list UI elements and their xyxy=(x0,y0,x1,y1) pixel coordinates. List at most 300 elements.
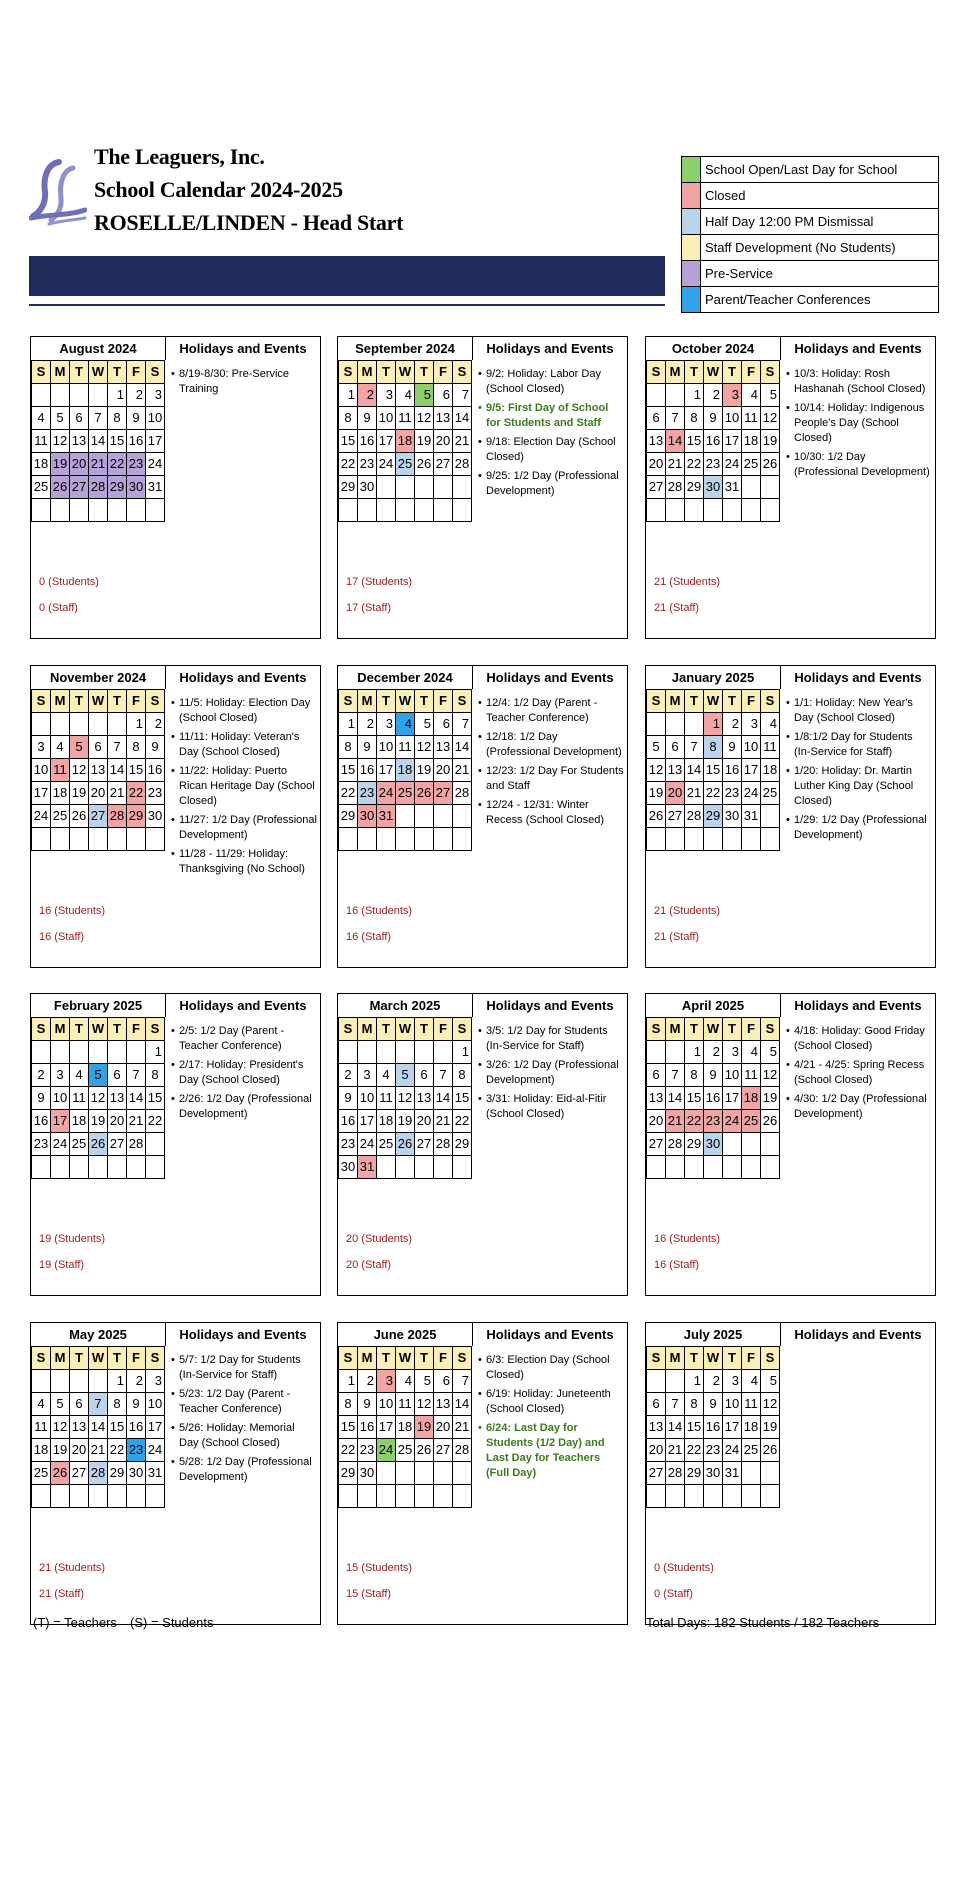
day-cell: 3 xyxy=(358,1064,377,1087)
month-name: April 2025 xyxy=(681,998,745,1013)
day-cell: 21 xyxy=(453,430,472,453)
empty-day-cell xyxy=(723,1485,742,1508)
empty-day-cell xyxy=(377,499,396,522)
day-cell: 30 xyxy=(358,805,377,828)
empty-day-cell xyxy=(358,499,377,522)
day-cell: 14 xyxy=(666,1087,685,1110)
day-cell: 1 xyxy=(704,713,723,736)
calendar-name: School Calendar 2024-2025 xyxy=(94,177,343,202)
day-cell: 12 xyxy=(51,430,70,453)
empty-day-cell xyxy=(742,499,761,522)
day-cell: 27 xyxy=(70,1462,89,1485)
day-cell: 11 xyxy=(377,1087,396,1110)
empty-day-cell xyxy=(146,1133,165,1156)
empty-day-cell xyxy=(666,1485,685,1508)
day-cell: 11 xyxy=(742,407,761,430)
day-cell: 24 xyxy=(723,1110,742,1133)
day-cell: 4 xyxy=(51,736,70,759)
day-cell: 8 xyxy=(453,1064,472,1087)
day-cell: 2 xyxy=(127,1370,146,1393)
staff-days-count: 20 (Staff) xyxy=(346,1259,392,1271)
day-cell: 1 xyxy=(339,384,358,407)
empty-day-cell xyxy=(415,1041,434,1064)
events-list xyxy=(478,1353,624,1485)
day-cell: 20 xyxy=(666,782,685,805)
day-cell: 4 xyxy=(742,1370,761,1393)
day-cell: 13 xyxy=(647,430,666,453)
day-cell: 28 xyxy=(666,1133,685,1156)
empty-day-cell xyxy=(127,828,146,851)
empty-day-cell xyxy=(647,1485,666,1508)
day-cell: 9 xyxy=(339,1087,358,1110)
day-cell: 25 xyxy=(396,782,415,805)
events-list xyxy=(786,696,932,847)
weekday-header: S xyxy=(339,690,358,713)
day-cell: 18 xyxy=(742,430,761,453)
day-cell: 10 xyxy=(32,759,51,782)
day-cell: 24 xyxy=(723,453,742,476)
day-cell: 23 xyxy=(146,782,165,805)
month-panel xyxy=(337,993,628,1296)
day-cell: 28 xyxy=(127,1133,146,1156)
event-item: • 9/18: Election Day (School Closed) xyxy=(478,435,624,465)
day-cell: 5 xyxy=(761,1370,780,1393)
day-cell: 31 xyxy=(358,1156,377,1179)
day-counts xyxy=(39,1555,105,1607)
event-item: • 2/5: 1/2 Day (Parent - Teacher Conference) xyxy=(171,1024,317,1054)
empty-day-cell xyxy=(32,1485,51,1508)
empty-day-cell xyxy=(89,828,108,851)
day-cell: 28 xyxy=(453,1439,472,1462)
student-days-count: 21 (Students) xyxy=(39,1562,106,1574)
empty-day-cell xyxy=(761,1156,780,1179)
day-counts xyxy=(39,1226,105,1278)
day-cell: 13 xyxy=(647,1087,666,1110)
day-cell: 19 xyxy=(761,430,780,453)
day-cell: 25 xyxy=(32,1462,51,1485)
day-cell: 16 xyxy=(146,759,165,782)
holidays-heading: Holidays and Events xyxy=(165,994,320,1017)
day-cell: 17 xyxy=(742,759,761,782)
empty-day-cell xyxy=(89,499,108,522)
day-cell: 29 xyxy=(685,1133,704,1156)
empty-day-cell xyxy=(453,499,472,522)
day-cell: 30 xyxy=(704,1462,723,1485)
holidays-heading: Holidays and Events xyxy=(472,337,627,360)
student-days-count: 15 (Students) xyxy=(346,1562,413,1574)
event-item: • 12/18: 1/2 Day (Professional Development) xyxy=(478,730,624,760)
weekday-header: S xyxy=(647,1347,666,1370)
staff-days-count: 19 (Staff) xyxy=(39,1259,85,1271)
calendar-title xyxy=(94,140,403,239)
empty-day-cell xyxy=(415,828,434,851)
day-cell: 23 xyxy=(127,453,146,476)
event-item: • 3/26: 1/2 Day (Professional Development) xyxy=(478,1058,624,1088)
day-cell: 22 xyxy=(685,1439,704,1462)
day-cell: 16 xyxy=(339,1110,358,1133)
day-cell: 21 xyxy=(666,1110,685,1133)
day-cell: 7 xyxy=(89,407,108,430)
empty-day-cell xyxy=(70,1485,89,1508)
day-cell: 27 xyxy=(647,1462,666,1485)
day-cell: 24 xyxy=(51,1133,70,1156)
day-cell: 13 xyxy=(434,407,453,430)
holidays-heading: Holidays and Events xyxy=(780,1323,935,1346)
day-cell: 18 xyxy=(761,759,780,782)
month-name: September 2024 xyxy=(355,341,455,356)
empty-day-cell xyxy=(108,1156,127,1179)
weekday-header: F xyxy=(127,361,146,384)
month-grid xyxy=(646,689,780,851)
empty-day-cell xyxy=(396,1485,415,1508)
empty-day-cell xyxy=(666,713,685,736)
student-days-count: 21 (Students) xyxy=(654,576,721,588)
day-cell: 7 xyxy=(434,1064,453,1087)
empty-day-cell xyxy=(127,1156,146,1179)
day-cell: 13 xyxy=(647,1416,666,1439)
day-cell: 21 xyxy=(89,453,108,476)
day-cell: 25 xyxy=(761,782,780,805)
event-item: • 9/5: First Day of School for Students and Staff xyxy=(478,401,624,431)
weekday-header: M xyxy=(666,1347,685,1370)
day-cell: 14 xyxy=(453,736,472,759)
weekday-header: S xyxy=(453,361,472,384)
month-name: November 2024 xyxy=(49,670,147,685)
weekday-header: S xyxy=(32,1347,51,1370)
day-cell: 10 xyxy=(146,407,165,430)
day-cell: 12 xyxy=(89,1087,108,1110)
day-cell: 9 xyxy=(127,407,146,430)
weekday-header: W xyxy=(89,1347,108,1370)
empty-day-cell xyxy=(146,828,165,851)
empty-day-cell xyxy=(647,1041,666,1064)
day-cell: 22 xyxy=(146,1110,165,1133)
day-cell: 12 xyxy=(761,1064,780,1087)
day-cell: 5 xyxy=(415,1370,434,1393)
day-cell: 26 xyxy=(415,453,434,476)
weekday-header: S xyxy=(647,1018,666,1041)
day-cell: 9 xyxy=(32,1087,51,1110)
empty-day-cell xyxy=(704,1485,723,1508)
day-cell: 15 xyxy=(146,1087,165,1110)
month-name: August 2024 xyxy=(59,341,137,356)
day-cell: 30 xyxy=(146,805,165,828)
empty-day-cell xyxy=(70,499,89,522)
day-cell: 26 xyxy=(51,476,70,499)
day-cell: 14 xyxy=(453,1393,472,1416)
day-counts xyxy=(654,898,720,950)
holidays-heading: Holidays and Events xyxy=(472,994,627,1017)
empty-day-cell xyxy=(108,499,127,522)
day-cell: 5 xyxy=(51,1393,70,1416)
event-item: • 6/3: Election Day (School Closed) xyxy=(478,1353,624,1383)
empty-day-cell xyxy=(723,828,742,851)
day-cell: 26 xyxy=(415,782,434,805)
day-cell: 19 xyxy=(415,1416,434,1439)
day-cell: 8 xyxy=(339,407,358,430)
legend-swatch xyxy=(682,209,701,234)
day-cell: 2 xyxy=(704,1041,723,1064)
day-cell: 11 xyxy=(761,736,780,759)
empty-day-cell xyxy=(108,1041,127,1064)
day-cell: 28 xyxy=(666,476,685,499)
empty-day-cell xyxy=(127,1485,146,1508)
empty-day-cell xyxy=(647,1370,666,1393)
legend-label: Pre-Service xyxy=(705,266,773,281)
header-rule xyxy=(29,304,665,306)
weekday-header: T xyxy=(70,690,89,713)
day-cell: 8 xyxy=(146,1064,165,1087)
empty-day-cell xyxy=(51,1370,70,1393)
color-legend xyxy=(681,156,939,313)
empty-day-cell xyxy=(377,476,396,499)
day-cell: 2 xyxy=(704,1370,723,1393)
empty-day-cell xyxy=(685,713,704,736)
day-cell: 9 xyxy=(127,1393,146,1416)
legend-item xyxy=(682,183,938,209)
empty-day-cell xyxy=(89,1485,108,1508)
event-item: • 6/24: Last Day for Students (1/2 Day) and Last Day for Teachers (Full Day) xyxy=(478,1421,624,1481)
day-cell: 9 xyxy=(704,407,723,430)
weekday-header: S xyxy=(761,361,780,384)
day-cell: 25 xyxy=(32,476,51,499)
day-cell: 25 xyxy=(396,453,415,476)
day-cell: 17 xyxy=(723,1416,742,1439)
day-cell: 4 xyxy=(70,1064,89,1087)
empty-day-cell xyxy=(89,1370,108,1393)
day-cell: 5 xyxy=(415,713,434,736)
month-name: December 2024 xyxy=(357,670,453,685)
month-grid xyxy=(338,1017,472,1179)
weekday-header: W xyxy=(89,1018,108,1041)
day-cell: 10 xyxy=(358,1087,377,1110)
empty-day-cell xyxy=(666,1370,685,1393)
empty-day-cell xyxy=(415,805,434,828)
day-cell: 20 xyxy=(415,1110,434,1133)
day-cell: 19 xyxy=(415,759,434,782)
month-name: May 2025 xyxy=(69,1327,127,1342)
day-cell: 15 xyxy=(685,1416,704,1439)
month-name: June 2025 xyxy=(373,1327,437,1342)
student-days-count: 0 (Students) xyxy=(654,1562,714,1574)
empty-day-cell xyxy=(51,384,70,407)
weekday-header: S xyxy=(146,1347,165,1370)
day-cell: 26 xyxy=(89,1133,108,1156)
empty-day-cell xyxy=(761,828,780,851)
day-cell: 18 xyxy=(742,1416,761,1439)
day-cell: 10 xyxy=(51,1087,70,1110)
day-cell: 29 xyxy=(704,805,723,828)
weekday-header: F xyxy=(434,690,453,713)
weekday-header: F xyxy=(742,1347,761,1370)
day-counts xyxy=(654,1226,720,1278)
holidays-heading: Holidays and Events xyxy=(780,994,935,1017)
weekday-header: T xyxy=(377,690,396,713)
day-cell: 25 xyxy=(377,1133,396,1156)
empty-day-cell xyxy=(761,805,780,828)
program-name: ROSELLE/LINDEN - Head Start xyxy=(94,210,404,235)
empty-day-cell xyxy=(666,828,685,851)
event-item: • 1/29: 1/2 Day (Professional Development) xyxy=(786,813,932,843)
day-cell: 4 xyxy=(32,1393,51,1416)
day-cell: 28 xyxy=(685,805,704,828)
empty-day-cell xyxy=(89,713,108,736)
day-cell: 4 xyxy=(742,1041,761,1064)
empty-day-cell xyxy=(89,1041,108,1064)
event-item: • 3/5: 1/2 Day for Students (In-Service for Staff) xyxy=(478,1024,624,1054)
empty-day-cell xyxy=(358,1041,377,1064)
day-cell: 6 xyxy=(647,1064,666,1087)
day-cell: 1 xyxy=(127,713,146,736)
day-cell: 30 xyxy=(704,476,723,499)
day-cell: 21 xyxy=(108,782,127,805)
day-cell: 26 xyxy=(415,1439,434,1462)
empty-day-cell xyxy=(108,828,127,851)
empty-day-cell xyxy=(146,1485,165,1508)
day-cell: 24 xyxy=(742,782,761,805)
empty-day-cell xyxy=(339,499,358,522)
day-cell: 5 xyxy=(396,1064,415,1087)
empty-day-cell xyxy=(415,1462,434,1485)
day-counts xyxy=(39,569,99,621)
day-cell: 7 xyxy=(453,713,472,736)
staff-days-count: 15 (Staff) xyxy=(346,1588,392,1600)
day-cell: 18 xyxy=(742,1087,761,1110)
day-cell: 16 xyxy=(704,1087,723,1110)
day-cell: 14 xyxy=(89,430,108,453)
event-item: • 12/23: 1/2 Day For Students and Staff xyxy=(478,764,624,794)
day-cell: 11 xyxy=(742,1064,761,1087)
events-list xyxy=(478,1024,624,1126)
legend-label: School Open/Last Day for School xyxy=(705,162,898,177)
day-cell: 1 xyxy=(146,1041,165,1064)
day-cell: 20 xyxy=(108,1110,127,1133)
event-item: • 11/22: Holiday: Puerto Rican Heritage Day (School Closed) xyxy=(171,764,317,809)
day-cell: 19 xyxy=(415,430,434,453)
empty-day-cell xyxy=(704,1156,723,1179)
day-cell: 6 xyxy=(647,1393,666,1416)
day-cell: 2 xyxy=(358,384,377,407)
day-cell: 17 xyxy=(377,1416,396,1439)
day-cell: 28 xyxy=(666,1462,685,1485)
day-cell: 8 xyxy=(339,736,358,759)
empty-day-cell xyxy=(89,384,108,407)
day-cell: 27 xyxy=(89,805,108,828)
legend-swatch xyxy=(682,183,701,208)
empty-day-cell xyxy=(666,1041,685,1064)
events-list xyxy=(171,1353,317,1489)
day-cell: 23 xyxy=(704,1110,723,1133)
day-cell: 21 xyxy=(453,759,472,782)
empty-day-cell xyxy=(434,476,453,499)
day-cell: 15 xyxy=(339,430,358,453)
day-cell: 16 xyxy=(127,1416,146,1439)
day-cell: 7 xyxy=(666,1393,685,1416)
event-item: • 1/20: Holiday: Dr. Martin Luther King Day (School Closed) xyxy=(786,764,932,809)
weekday-header: F xyxy=(127,1018,146,1041)
empty-day-cell xyxy=(415,1485,434,1508)
empty-day-cell xyxy=(32,713,51,736)
day-cell: 14 xyxy=(89,1416,108,1439)
empty-day-cell xyxy=(647,1156,666,1179)
weekday-header: S xyxy=(339,361,358,384)
day-cell: 8 xyxy=(127,736,146,759)
day-cell: 3 xyxy=(377,384,396,407)
event-item: • 4/30: 1/2 Day (Professional Development) xyxy=(786,1092,932,1122)
day-cell: 9 xyxy=(704,1064,723,1087)
day-cell: 1 xyxy=(339,1370,358,1393)
empty-day-cell xyxy=(396,1156,415,1179)
day-cell: 19 xyxy=(396,1110,415,1133)
day-counts xyxy=(346,1226,412,1278)
day-cell: 14 xyxy=(666,430,685,453)
weekday-header: S xyxy=(32,1018,51,1041)
day-cell: 15 xyxy=(108,430,127,453)
day-cell: 16 xyxy=(358,430,377,453)
event-item: • 11/28 - 11/29: Holiday: Thanksgiving (No School) xyxy=(171,847,317,877)
month-name: February 2025 xyxy=(53,998,143,1013)
day-cell: 24 xyxy=(358,1133,377,1156)
day-cell: 27 xyxy=(434,782,453,805)
empty-day-cell xyxy=(396,499,415,522)
staff-days-count: 16 (Staff) xyxy=(654,1259,700,1271)
event-item: • 11/5: Holiday: Election Day (School Closed) xyxy=(171,696,317,726)
day-cell: 18 xyxy=(396,1416,415,1439)
day-cell: 12 xyxy=(415,1393,434,1416)
day-cell: 2 xyxy=(704,384,723,407)
day-cell: 12 xyxy=(415,407,434,430)
legend-item xyxy=(682,209,938,235)
empty-day-cell xyxy=(685,499,704,522)
day-counts xyxy=(346,1555,412,1607)
day-cell: 24 xyxy=(377,453,396,476)
day-cell: 9 xyxy=(358,407,377,430)
month-panel xyxy=(645,336,936,639)
weekday-header: M xyxy=(358,1347,377,1370)
day-cell: 18 xyxy=(32,1439,51,1462)
empty-day-cell xyxy=(70,828,89,851)
day-cell: 30 xyxy=(127,476,146,499)
day-cell: 20 xyxy=(647,1110,666,1133)
month-grid xyxy=(31,689,165,851)
staff-days-count: 17 (Staff) xyxy=(346,602,392,614)
day-cell: 30 xyxy=(723,805,742,828)
empty-day-cell xyxy=(453,1485,472,1508)
day-cell: 23 xyxy=(723,782,742,805)
day-cell: 4 xyxy=(396,713,415,736)
empty-day-cell xyxy=(434,828,453,851)
day-cell: 17 xyxy=(723,430,742,453)
empty-day-cell xyxy=(89,1156,108,1179)
empty-day-cell xyxy=(723,1156,742,1179)
day-cell: 30 xyxy=(358,476,377,499)
month-grid xyxy=(338,1346,472,1508)
day-cell: 30 xyxy=(704,1133,723,1156)
day-cell: 6 xyxy=(434,713,453,736)
footer-students-key: (S) = Students xyxy=(130,1615,214,1630)
day-cell: 13 xyxy=(70,1416,89,1439)
weekday-header: T xyxy=(70,361,89,384)
events-list xyxy=(478,367,624,503)
weekday-header: T xyxy=(377,1018,396,1041)
staff-days-count: 21 (Staff) xyxy=(39,1588,85,1600)
day-cell: 31 xyxy=(377,805,396,828)
day-cell: 23 xyxy=(32,1133,51,1156)
day-cell: 27 xyxy=(434,453,453,476)
day-cell: 27 xyxy=(70,476,89,499)
events-list xyxy=(478,696,624,832)
day-cell: 1 xyxy=(685,1041,704,1064)
